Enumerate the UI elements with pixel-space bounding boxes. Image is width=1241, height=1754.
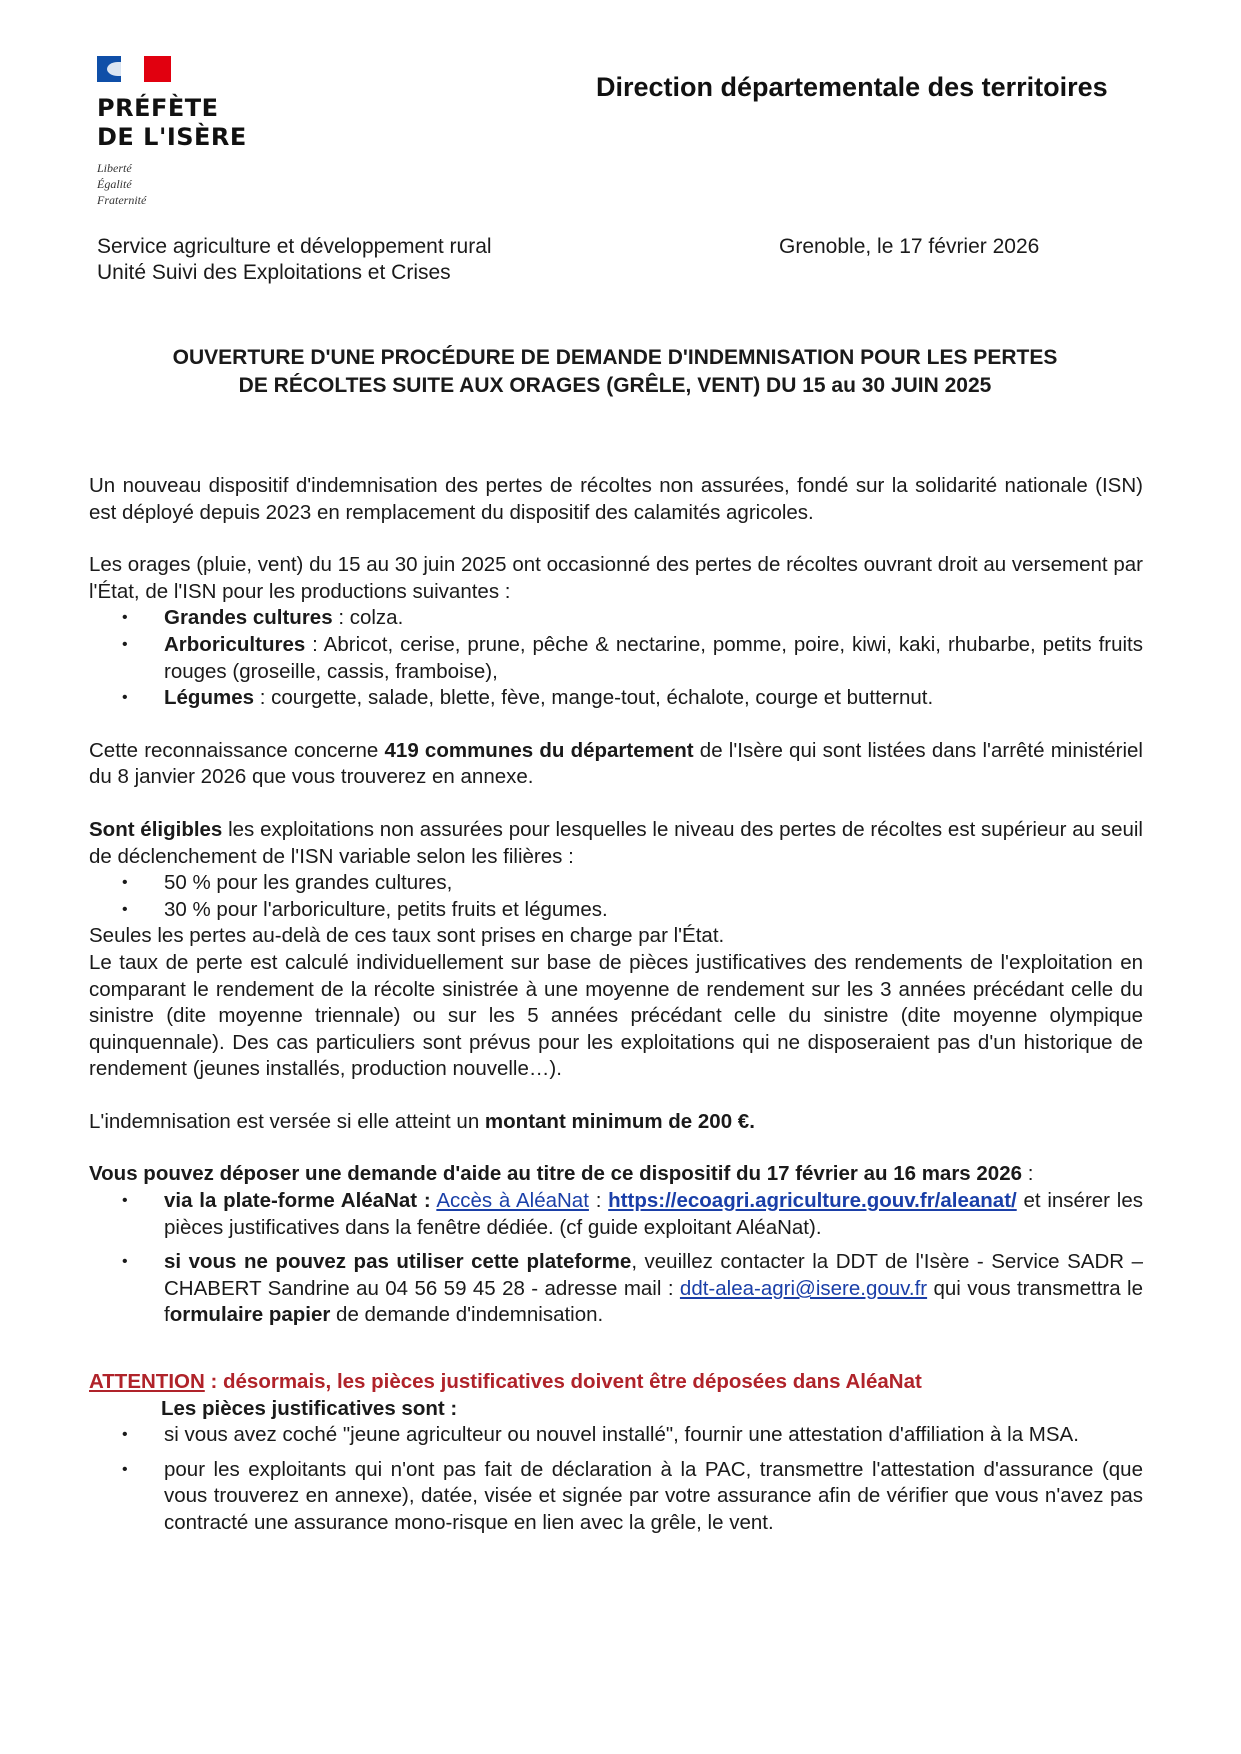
letter-date: Grenoble, le 17 février 2026 — [779, 235, 1040, 258]
document-title: OUVERTURE D'UNE PROCÉDURE DE DEMANDE D'INDEMNISATION POUR LES PERTES DE RÉCOLTES SUITE AUX ORAGES (GRÊLE, VENT) DU 15 au 30 JUIN 2025 — [172, 346, 1058, 397]
list-item: • Légumes : courgette, salade, blette, fève, mange-tout, échalote, courge et butternut. — [89, 685, 1143, 712]
list-item: • Arboricultures : Abricot, cerise, prune, pêche & nectarine, pomme, poire, kiwi, kaki, rhubarbe, petits fruits rouges (groseille, cassis, framboise), — [89, 632, 1143, 685]
direction-title: Direction départementale des territoires — [596, 72, 1108, 102]
marianne-icon — [107, 62, 129, 76]
prefecture-name: PRÉFÈTE DE L'ISÈRE — [97, 94, 247, 151]
eligibility-paragraph: Sont éligibles les exploitations non assurées pour lesquelles le niveau des pertes de récoltes est supérieur au seuil de déclenchement de l'ISN variable selon les filières : — [89, 817, 1143, 868]
list-item: • si vous ne pouvez pas utiliser cette plateforme, veuillez contacter la DDT de l'Isère - Service SADR – CHABERT Sandrine au 04 56 59 45 28 - adresse mail : ddt-alea-agri@isere.gouv.fr qui vous transmettra le formulaire papier de demande d'indemnisation. — [89, 1249, 1143, 1329]
list-item: • pour les exploitants qui n'ont pas fait de déclaration à la PAC, transmettre l'attestation d'assurance (que vous trouverez en annexe), datée, visée et signée par votre assurance afin de vérifier que vous n'avez pas contracté une assurance mono-risque en lien avec la grêle, le vent. — [89, 1457, 1143, 1537]
unit-name: Unité Suivi des Exploitations et Crises — [97, 261, 451, 284]
aleanat-access-link[interactable]: Accès à AléaNat — [436, 1189, 589, 1213]
pieces-list — [89, 1422, 1143, 1536]
list-item: • 30 % pour l'arboriculture, petits fruits et légumes. — [89, 897, 1143, 924]
pieces-title: Les pièces justificatives sont : — [161, 1396, 458, 1420]
minimum-amount-paragraph: L'indemnisation est versée si elle atteint un montant minimum de 200 €. — [89, 1109, 755, 1133]
service-name: Service agriculture et développement rural — [97, 235, 492, 258]
document-body — [89, 473, 1143, 1537]
contact-email-link[interactable]: ddt-alea-agri@isere.gouv.fr — [679, 1276, 928, 1300]
application-period-paragraph: Vous pouvez déposer une demande d'aide au titre de ce dispositif du 17 février au 16 mars 2026 : — [89, 1162, 1034, 1186]
communes-paragraph: Cette reconnaissance concerne 419 communes du département de l'Isère qui sont listées dans l'arrêté ministériel du 8 janvier 2026 que vous trouverez en annexe. — [89, 738, 1143, 789]
prefecture-logo — [97, 56, 257, 208]
loss-rate-paragraph: Le taux de perte est calculé individuellement sur base de pièces justificatives des rendements de l'exploitation en comparant le rendement de la récolte sinistrée à une moyenne de rendement sur les 3 années précédant celle du sinistre (dite moyenne triennale) ou sur les 5 années précédant celle du sinistre (dite moyenne olympique quinquennale). Des cas particuliers sont prévus pour les exploitations qui ne disposeraient pas d'un historique de rendement (jeunes installés, production nouvelle…). — [89, 950, 1143, 1081]
list-item: • 50 % pour les grandes cultures, — [89, 870, 1143, 897]
aleanat-url-link[interactable]: https://ecoagri.agriculture.gouv.fr/aleanat/ — [608, 1189, 1017, 1213]
thresholds-list — [89, 870, 1143, 923]
productions-list — [89, 605, 1143, 711]
storm-paragraph: Les orages (pluie, vent) du 15 au 30 juin 2025 ont occasionné des pertes de récoltes ouvrant droit au versement par l'État, de l'ISN pour les productions suivantes : — [89, 553, 1143, 603]
attention-notice: ATTENTION : désormais, les pièces justificatives doivent être déposées dans AléaNat — [89, 1370, 922, 1394]
list-item: • Grandes cultures : colza. — [89, 605, 1143, 632]
republique-flag-icon — [97, 56, 171, 82]
application-options-list — [89, 1188, 1143, 1329]
intro-paragraph: Un nouveau dispositif d'indemnisation des pertes de récoltes non assurées, fondé sur la solidarité nationale (ISN) est déployé depuis 2023 en remplacement du dispositif des calamités agricoles. — [89, 474, 1143, 524]
losses-paragraph: Seules les pertes au-delà de ces taux sont prises en charge par l'État. — [89, 924, 725, 948]
list-item: • via la plate-forme AléaNat : Accès à AléaNat : https://ecoagri.agriculture.gouv.fr/aleanat/ et insérer les pièces justificatives dans la fenêtre dédiée. (cf guide exploitant AléaNat). — [89, 1188, 1143, 1241]
list-item: • si vous avez coché "jeune agriculteur ou nouvel installé", fournir une attestation d'affiliation à la MSA. — [89, 1422, 1143, 1449]
republic-motto: Liberté Égalité Fraternité — [97, 161, 147, 207]
service-block — [97, 234, 492, 286]
